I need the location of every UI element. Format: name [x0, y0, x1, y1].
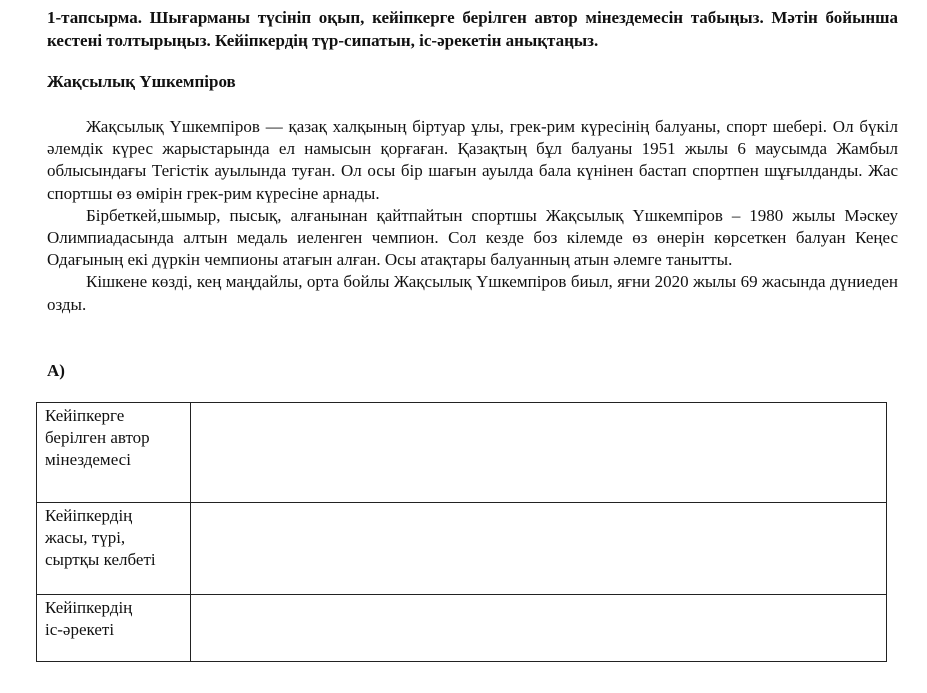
- section-label: А): [47, 361, 65, 380]
- passage-paragraph: Кішкене көзді, кең маңдайлы, орта бойлы Жақсылық Үшкемпіров биыл, яғни 2020 жылы 69 жасында дүниеден озды.: [47, 272, 898, 314]
- task-instruction: 1-тапсырма. Шығарманы түсініп оқып, кейіпкерге берілген автор мінездемесін табыңыз. Мәтін бойынша кестені толтырыңыз. Кейіпкердің түр-сипатын, іс-әрекетін анықтаңыз.: [47, 8, 898, 50]
- passage-title: Жақсылық Үшкемпіров: [47, 72, 236, 91]
- answer-table: [36, 402, 887, 662]
- table-row: [37, 403, 887, 503]
- passage-paragraph: Бірбеткей,шымыр, пысық, алғанынан қайтпайтын спортшы Жақсылық Үшкемпіров – 1980 жылы Мәскеу Олимпиадасында алтын медаль иеленген чемпион. Сол кезде боз кілемде өз өнерін көрсеткен балуан Кеңес Одағының екі дүркін чемпионы атағын алған. Осы атақтары балуанның атын әлемге танытты.: [47, 205, 898, 270]
- row-label-appearance: Кейіпкердің жасы, түрі, сыртқы келбеті: [37, 503, 191, 595]
- passage-paragraph: Жақсылық Үшкемпіров — қазақ халқының біртуар ұлы, грек-рим күресінің балуаны, спорт шебері. Ол бүкіл әлемдік күрес жарыстарында ел намысын қорғаған. Қазақтың бұл балуаны 1951 жылы 6 маусымда Жамбыл облысындағы Тегістік ауылында туған. Ол осы бір шағын ауылда бала күнінен бастап спортпен шұғылданды. Жас спортшы өз өмірін грек-рим күресіне арнады.: [47, 117, 898, 203]
- table-row: [37, 595, 887, 662]
- row-label-actions: Кейіпкердің іс-әрекеті: [37, 595, 191, 662]
- passage-body: [47, 116, 898, 316]
- row-label-author-characterization: Кейіпкерге берілген автор мінездемесі: [37, 403, 191, 503]
- table-row: [37, 503, 887, 595]
- answer-cell-appearance[interactable]: [191, 503, 887, 595]
- answer-cell-actions[interactable]: [191, 595, 887, 662]
- answer-cell-author-characterization[interactable]: [191, 403, 887, 503]
